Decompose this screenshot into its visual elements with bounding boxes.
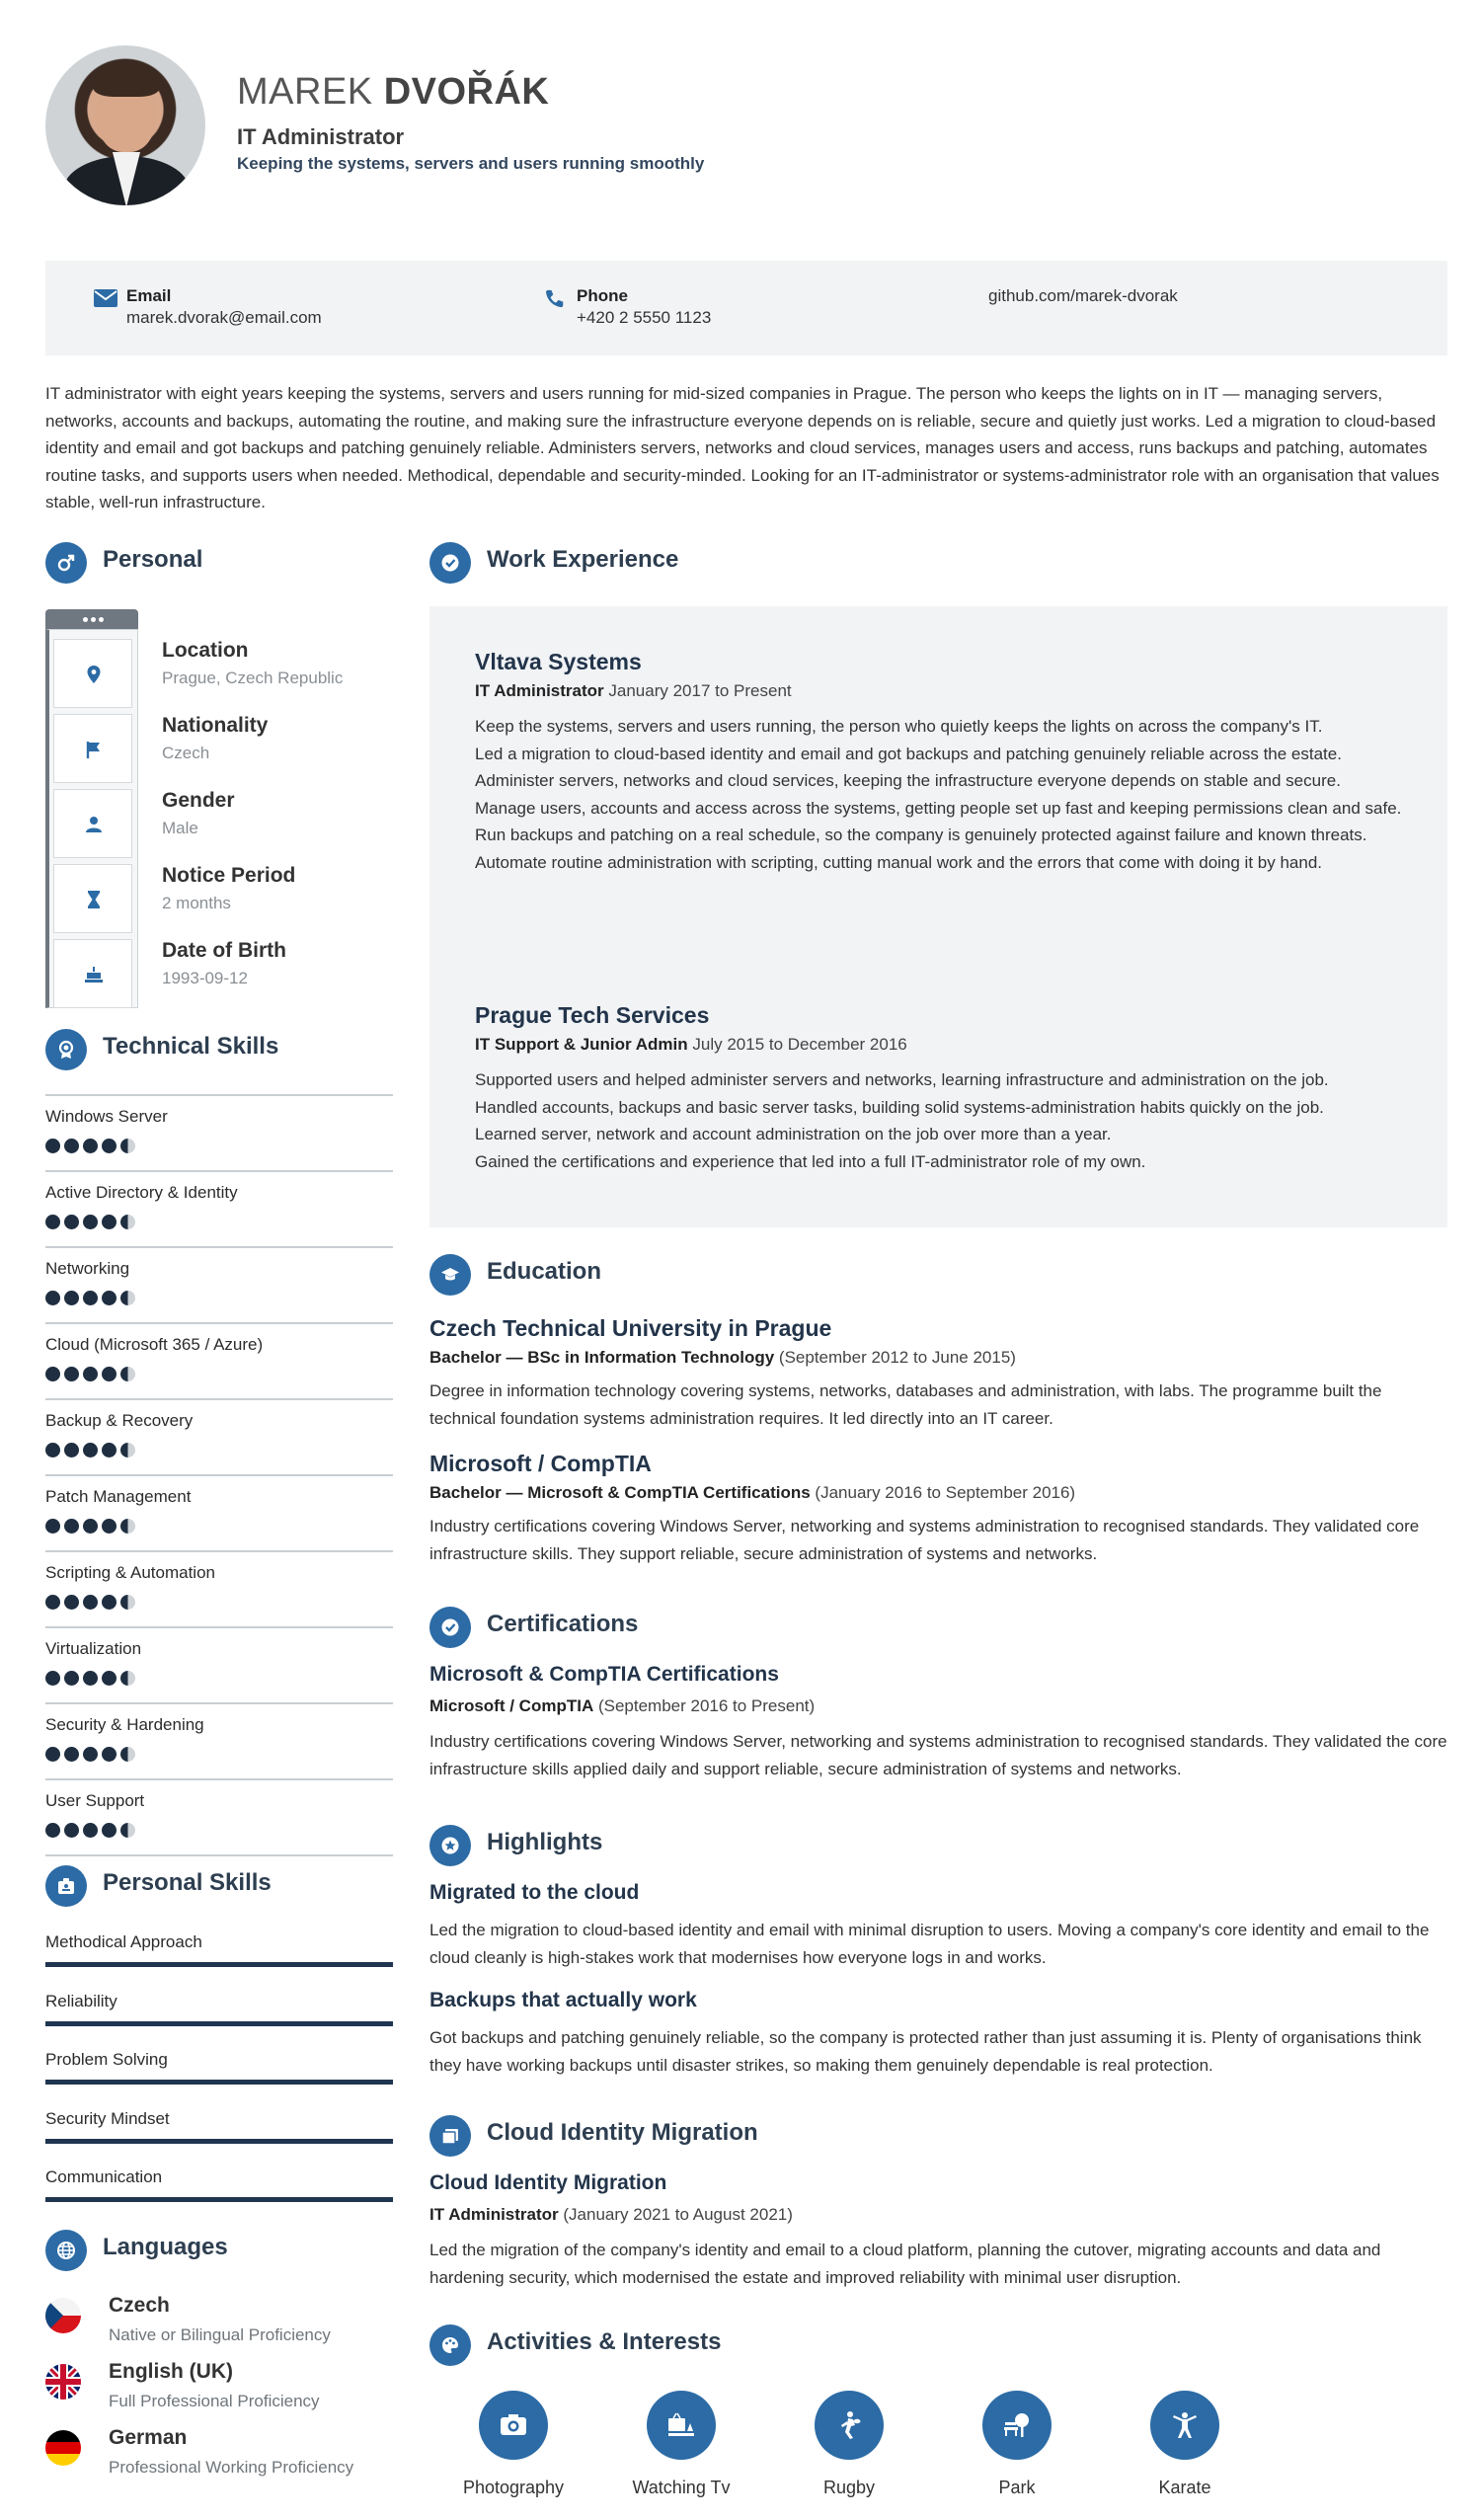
language-name: German <box>109 2426 188 2449</box>
candidate-name <box>237 71 549 114</box>
skill-name: Patch Management <box>45 1487 192 1506</box>
person-icon <box>53 789 132 858</box>
skill-name: Windows Server <box>45 1107 168 1126</box>
activity-label: Karate <box>1158 2478 1211 2497</box>
role-title: IT Support & Junior Admin <box>475 1035 688 1054</box>
personal-label: Notice Period <box>162 864 296 887</box>
section-title: Work Experience <box>487 546 679 573</box>
skill-name: Communication <box>45 2167 163 2186</box>
tagline: Keeping the systems, servers and users running smoothly <box>237 154 705 173</box>
certification-entry <box>429 1663 1447 1782</box>
job-entry <box>475 649 1413 876</box>
rating-dot <box>45 1215 60 1229</box>
cake-icon <box>53 939 132 1008</box>
section-title: Technical Skills <box>103 1033 279 1060</box>
rating-dot <box>102 1443 117 1457</box>
czech-flag-icon <box>45 2298 81 2333</box>
activity-item <box>434 2391 592 2499</box>
verified-badge-icon <box>429 542 471 584</box>
rating-dot <box>45 1367 60 1381</box>
activity-item <box>938 2391 1096 2499</box>
certification-issuer: Microsoft / CompTIA <box>429 1696 594 1715</box>
section-title: Education <box>487 1258 602 1285</box>
language-level: Full Professional Proficiency <box>109 2392 320 2410</box>
education-entry <box>429 1451 1447 1567</box>
resume-header <box>45 45 1447 208</box>
education-period: (January 2016 to September 2016) <box>815 1483 1076 1502</box>
star-badge-icon <box>429 1825 471 1866</box>
camera-icon <box>479 2391 548 2460</box>
rating-dot <box>83 1367 98 1381</box>
rating-dot <box>102 1519 117 1534</box>
technical-skill <box>45 1474 393 1550</box>
rugby-icon <box>815 2391 884 2460</box>
activity-label: Park <box>998 2478 1036 2497</box>
rating-dot <box>102 1367 117 1381</box>
job-entry <box>475 1002 1413 1175</box>
personal-item <box>162 789 399 838</box>
job-line: Led a migration to cloud-based identity and email and got backups and patching genuinely reliable across the estate. <box>475 744 1342 763</box>
job-line: Keep the systems, servers and users running, the person who quietly keeps the lights on across the company's IT. <box>475 717 1323 736</box>
personal-label: Nationality <box>162 714 269 737</box>
rating-dot <box>64 1747 79 1762</box>
hourglass-icon <box>53 864 132 933</box>
rating-dot <box>83 1443 98 1457</box>
rating-dot <box>120 1823 135 1838</box>
highlight-description: Led the migration to cloud-based identity and email with minimal disruption to users. Moving a company's core identity and email to the cloud cleanly is high-stakes work that modernises how everyone logs in and works. <box>429 1921 1430 1967</box>
technical-skill <box>45 1322 393 1398</box>
section-title: Cloud Identity Migration <box>487 2119 758 2146</box>
technical-skill <box>45 1778 393 1854</box>
rating-dot <box>64 1519 79 1534</box>
rating-dot <box>64 1823 79 1838</box>
education-description: Industry certifications covering Windows Server, networking and systems administration to recognised standards. They validated core infrastructure skills. They support reliable, secure administration of systems and networks. <box>429 1517 1420 1563</box>
job-description <box>475 713 1413 876</box>
skill-bar <box>45 2080 393 2085</box>
job-line: Run backups and patching on a real schedule, so the company is genuinely protected against failure and known threats. <box>475 826 1367 844</box>
language-name: English (UK) <box>109 2360 233 2383</box>
phone-label: Phone <box>577 286 628 305</box>
rating-dot <box>83 1595 98 1610</box>
education-period: (September 2012 to June 2015) <box>778 1348 1016 1367</box>
github-link[interactable]: github.com/marek-dvorak <box>988 286 1178 305</box>
rating-dot <box>64 1139 79 1153</box>
rating-dot <box>102 1595 117 1610</box>
highlight-entry <box>429 1989 1447 2079</box>
technical-skill <box>45 1246 393 1322</box>
activity-item <box>1106 2391 1264 2499</box>
language-level: Native or Bilingual Proficiency <box>109 2325 331 2344</box>
rating-dot <box>45 1291 60 1305</box>
rating-dot <box>64 1367 79 1381</box>
job-description <box>475 1066 1413 1175</box>
rating-dot <box>120 1595 135 1610</box>
rating-dot <box>83 1671 98 1686</box>
activity-label: Watching Tv <box>632 2478 731 2497</box>
rating-dot <box>64 1671 79 1686</box>
degree: Bachelor — BSc in Information Technology <box>429 1348 775 1367</box>
email-icon <box>93 288 118 308</box>
job-period: January 2017 to Present <box>608 681 792 700</box>
id-badge-icon <box>45 1865 87 1907</box>
job-line: Manage users, accounts and access across the systems, getting people set up fast and keeping permissions clean and safe. <box>475 798 1402 818</box>
activity-item <box>602 2391 760 2499</box>
job-role <box>475 681 1413 701</box>
technical-skill <box>45 1170 393 1246</box>
phone-value[interactable]: +420 2 5550 1123 <box>577 308 712 327</box>
section-title: Personal Skills <box>103 1869 272 1896</box>
activity-item <box>770 2391 928 2499</box>
personal-item <box>162 714 399 763</box>
rating-dot <box>102 1747 117 1762</box>
personal-item <box>162 864 399 913</box>
section-title: Personal <box>103 546 203 573</box>
rating-dot <box>83 1519 98 1534</box>
job-period: July 2015 to December 2016 <box>692 1035 907 1054</box>
rating-dot <box>120 1215 135 1229</box>
graduation-cap-icon <box>429 1254 471 1296</box>
language-level: Professional Working Proficiency <box>109 2458 354 2477</box>
school-name: Microsoft / CompTIA <box>429 1451 652 1476</box>
skill-bar <box>45 2197 393 2202</box>
education-entry <box>429 1315 1447 1432</box>
rating-dot <box>102 1139 117 1153</box>
rating-dot <box>83 1823 98 1838</box>
rating-dot <box>64 1291 79 1305</box>
technical-skill <box>45 1398 393 1474</box>
project-line <box>429 2205 1447 2225</box>
activity-label: Rugby <box>822 2478 876 2497</box>
project-role: IT Administrator <box>429 2205 559 2224</box>
rating-dot <box>102 1671 117 1686</box>
highlight-title: Migrated to the cloud <box>429 1881 640 1904</box>
skill-bar <box>45 2021 393 2026</box>
contact-bar <box>45 261 1447 355</box>
language-item <box>45 2294 393 2353</box>
phone-icon <box>543 288 569 308</box>
personal-rail <box>45 609 138 1008</box>
profile-photo <box>45 45 205 205</box>
personal-label: Date of Birth <box>162 939 286 962</box>
rating-dot <box>120 1291 135 1305</box>
section-title: Activities & Interests <box>487 2328 722 2355</box>
section-title: Highlights <box>487 1829 603 1855</box>
degree-line <box>429 1348 1447 1368</box>
job-line: Automate routine administration with scripting, cutting manual work and the errors that come with doing it by hand. <box>475 852 1322 872</box>
gender-icon <box>45 542 87 584</box>
german-flag-icon <box>45 2430 81 2466</box>
flag-icon <box>53 714 132 783</box>
personal-value: 1993-09-12 <box>162 969 248 987</box>
activity-label: Photography <box>462 2478 565 2497</box>
project-name: Cloud Identity Migration <box>429 2171 667 2194</box>
skill-name: Problem Solving <box>45 2050 168 2069</box>
park-icon <box>982 2391 1052 2460</box>
rating-dot <box>45 1823 60 1838</box>
school-name: Czech Technical University in Prague <box>429 1315 832 1341</box>
technical-skill <box>45 1094 393 1170</box>
project-description: Led the migration of the company's identity and email to a cloud platform, planning the cutover, migrating accounts and data and hardening security, which modernised the estate and improved reliability with minimal user disruption. <box>429 2241 1381 2287</box>
certification-description: Industry certifications covering Windows Server, networking and systems administration to recognised standards. They validated the core infrastructure skills applied daily and support reliable, secure administration of systems and networks. <box>429 1732 1447 1778</box>
rating-dot <box>45 1747 60 1762</box>
last-name: DVOŘÁK <box>383 71 550 113</box>
rating-dot <box>83 1139 98 1153</box>
rating-dot <box>83 1215 98 1229</box>
highlight-description: Got backups and patching genuinely reliable, so the company is protected rather than just assuming it is. Plenty of organisations think they have working backups until disaster strikes, so making them genuinely dependable is real protection. <box>429 2028 1422 2075</box>
company-name: Prague Tech Services <box>475 1002 710 1028</box>
language-name: Czech <box>109 2294 170 2317</box>
skill-name: Backup & Recovery <box>45 1411 194 1430</box>
certification-name: Microsoft & CompTIA Certifications <box>429 1663 779 1686</box>
rating-dot <box>83 1747 98 1762</box>
location-pin-icon <box>53 639 132 708</box>
personal-value: Male <box>162 819 198 837</box>
skill-bar <box>45 1962 393 1967</box>
personal-skill <box>45 2109 393 2168</box>
rating-dot <box>120 1139 135 1153</box>
skill-name: Security & Hardening <box>45 1715 204 1734</box>
globe-icon <box>45 2230 87 2271</box>
skill-name: Reliability <box>45 1991 117 2010</box>
technical-skill <box>45 1550 393 1626</box>
highlight-title: Backups that actually work <box>429 1989 697 2011</box>
rating-dot <box>45 1519 60 1534</box>
summary: IT administrator with eight years keeping the systems, servers and users running for mid-sized companies in Prague. The person who keeps the lights on in IT — managing servers, networks, accounts and backups, automating the routine, and making sure the infrastructure everyone depends on is reliable, secure and quietly just works. Led a migration to cloud-based identity and email and got backups and patching genuinely reliable. Administers servers, networks and cloud services, manages users and access, runs backups and patching, automates routine tasks, and supports users when needed. Methodical, dependable and security-minded. Looking for an IT-administrator or systems-administrator role with an organisation that values stable, well-run infrastructure. <box>45 384 1440 512</box>
section-title: Languages <box>103 2234 228 2260</box>
rating-dot <box>120 1671 135 1686</box>
palette-icon <box>429 2324 471 2366</box>
divider <box>45 1854 393 1856</box>
skill-name: Active Directory & Identity <box>45 1183 238 1202</box>
job-line: Handled accounts, backups and basic server tasks, building solid systems-administration habits quickly on the job. <box>475 1097 1324 1117</box>
job-title: IT Administrator <box>237 124 405 149</box>
language-item <box>45 2360 393 2419</box>
skill-name: Security Mindset <box>45 2108 170 2128</box>
rating-dot <box>64 1443 79 1457</box>
personal-skill <box>45 2167 393 2227</box>
job-line: Learned server, network and account administration on the job over more than a year. <box>475 1125 1112 1143</box>
rating-dot <box>45 1139 60 1153</box>
personal-label: Gender <box>162 789 235 812</box>
certification-line <box>429 1696 1447 1716</box>
rating-dot <box>120 1443 135 1457</box>
section-title: Certifications <box>487 1611 639 1637</box>
highlight-entry <box>429 1881 1447 1971</box>
skill-name: Scripting & Automation <box>45 1563 215 1582</box>
personal-skill <box>45 1992 393 2051</box>
first-name: MAREK <box>237 71 373 113</box>
rating-dot <box>102 1215 117 1229</box>
company-name: Vltava Systems <box>475 649 642 674</box>
tv-icon <box>647 2391 716 2460</box>
personal-value: 2 months <box>162 894 231 912</box>
uk-flag-icon <box>45 2364 81 2400</box>
job-line: Administer servers, networks and cloud services, keeping the infrastructure everyone depends on stable and secure. <box>475 771 1341 790</box>
email-value[interactable]: marek.dvorak@email.com <box>126 308 322 327</box>
personal-value: Prague, Czech Republic <box>162 669 344 687</box>
degree: Bachelor — Microsoft & CompTIA Certifications <box>429 1483 811 1502</box>
role-title: IT Administrator <box>475 681 604 700</box>
folder-icon <box>429 2115 471 2157</box>
certificate-badge-icon <box>429 1607 471 1648</box>
rating-dot <box>45 1443 60 1457</box>
job-line: Supported users and helped administer servers and networks, learning infrastructure and administration on the job. <box>475 1070 1329 1089</box>
skill-name: Methodical Approach <box>45 1932 202 1951</box>
job-role <box>475 1035 1413 1055</box>
technical-skill <box>45 1626 393 1702</box>
rating-dot <box>45 1671 60 1686</box>
job-line: Gained the certifications and experience that led into a full IT-administrator role of my own. <box>475 1151 1146 1171</box>
rating-dot <box>64 1215 79 1229</box>
personal-skill <box>45 2050 393 2109</box>
rating-dot <box>120 1747 135 1762</box>
personal-item <box>162 639 399 688</box>
personal-skill <box>45 1932 393 1992</box>
project-entry <box>429 2171 1447 2291</box>
skill-name: Cloud (Microsoft 365 / Azure) <box>45 1335 264 1354</box>
email-label: Email <box>126 286 172 305</box>
rating-dot <box>120 1367 135 1381</box>
project-period: (January 2021 to August 2021) <box>563 2205 793 2224</box>
rating-dot <box>102 1823 117 1838</box>
skill-bar <box>45 2139 393 2144</box>
personal-value: Czech <box>162 744 210 762</box>
rating-dot <box>45 1595 60 1610</box>
certification-period: (September 2016 to Present) <box>597 1696 816 1715</box>
skill-name: User Support <box>45 1791 145 1810</box>
award-icon <box>45 1029 87 1070</box>
skill-name: Virtualization <box>45 1639 142 1658</box>
personal-item <box>162 939 399 988</box>
rating-dot <box>120 1519 135 1534</box>
degree-line <box>429 1483 1447 1503</box>
skill-name: Networking <box>45 1259 130 1278</box>
rating-dot <box>102 1291 117 1305</box>
rating-dot <box>64 1595 79 1610</box>
technical-skill <box>45 1702 393 1778</box>
karate-icon <box>1150 2391 1219 2460</box>
language-item <box>45 2426 393 2485</box>
rating-dot <box>83 1291 98 1305</box>
education-description: Degree in information technology covering systems, networks, databases and administration, with labs. The programme built the technical foundation systems administration requires. It led directly into an IT career. <box>429 1381 1382 1428</box>
personal-label: Location <box>162 639 249 662</box>
